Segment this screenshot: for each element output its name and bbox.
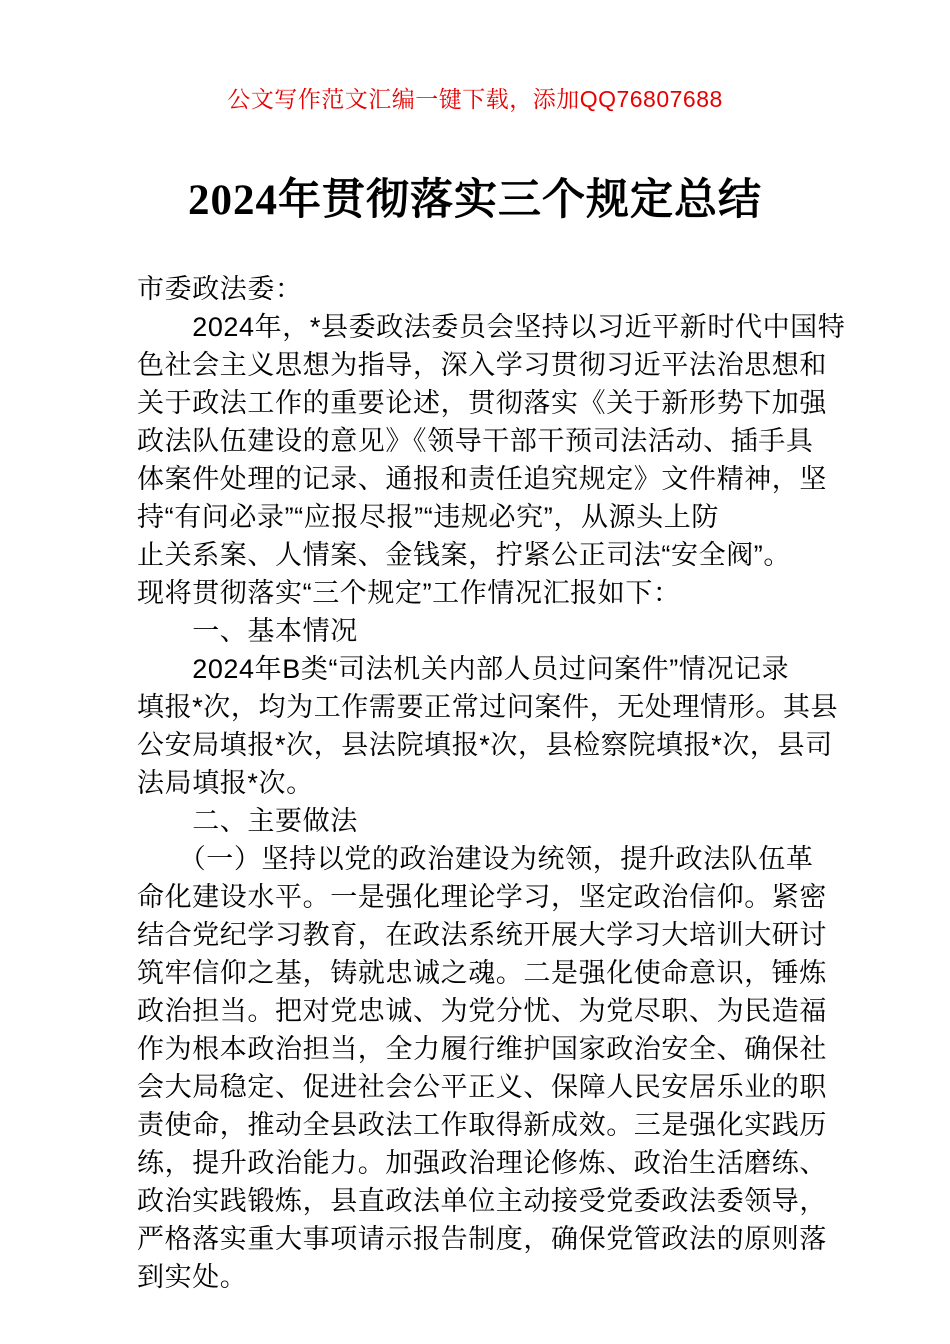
body-line: 命化建设水平。一是强化理论学习，坚定政治信仰。紧密 xyxy=(137,882,827,912)
section-heading-1: 一、基本情况 xyxy=(137,616,358,646)
body-line: 政治担当。把对党忠诚、为党分忧、为党尽职、为民造福 xyxy=(137,996,827,1026)
body-line: 政治实践锻炼，县直政法单位主动接受党委政法委领导， xyxy=(137,1186,827,1216)
body-line: 政法队伍建设的意见》《领导干部干预司法活动、插手具 xyxy=(137,426,814,456)
ad-notice-text: 公文写作范文汇编一键下载，添加QQ76807688 xyxy=(227,86,723,112)
body-line: 会大局稳定、促进社会公平正义、保障人民安居乐业的职 xyxy=(137,1072,827,1102)
body-line: 体案件处理的记录、通报和责任追究规定》文件精神，坚 xyxy=(137,464,827,494)
body-line: （一）坚持以党的政治建设为统领，提升政法队伍革 xyxy=(137,844,814,874)
body-line: 关于政法工作的重要论述，贯彻落实《关于新形势下加强 xyxy=(137,388,827,418)
body-line: 作为根本政治担当，全力履行维护国家政治安全、确保社 xyxy=(137,1034,827,1064)
body-line: 到实处。 xyxy=(137,1262,248,1292)
body-line: 筑牢信仰之基，铸就忠诚之魂。二是强化使命意识，锤炼 xyxy=(137,958,827,988)
document-body xyxy=(137,270,846,1296)
body-line: 现将贯彻落实“三个规定”工作情况汇报如下： xyxy=(137,578,681,608)
salutation-line: 市委政法委： xyxy=(137,274,303,304)
body-line: 责使命，推动全县政法工作取得新成效。三是强化实践历 xyxy=(137,1110,827,1140)
body-line: 填报*次，均为工作需要正常过问案件，无处理情形。其县 xyxy=(137,692,839,722)
body-line: 2024年B类“司法机关内部人员过问案件”情况记录 xyxy=(137,654,790,684)
body-line: 结合党纪学习教育，在政法系统开展大学习大培训大研讨 xyxy=(137,920,827,950)
body-line: 练，提升政治能力。加强政治理论修炼、政治生活磨练、 xyxy=(137,1148,827,1178)
body-line: 持“有问必录”“应报尽报”“违规必究”，从源头上防 xyxy=(137,502,719,532)
body-line: 公安局填报*次，县法院填报*次，县检察院填报*次，县司 xyxy=(137,730,833,760)
body-line: 2024年，*县委政法委员会坚持以习近平新时代中国特 xyxy=(137,312,846,342)
body-line: 色社会主义思想为指导，深入学习贯彻习近平法治思想和 xyxy=(137,350,827,380)
section-heading-2: 二、主要做法 xyxy=(137,806,358,836)
body-line: 严格落实重大事项请示报告制度，确保党管政法的原则落 xyxy=(137,1224,827,1254)
body-line: 法局填报*次。 xyxy=(137,768,314,798)
document-title: 2024年贯彻落实三个规定总结 xyxy=(188,177,762,224)
body-line: 止关系案、人情案、金钱案，拧紧公正司法“安全阀”。 xyxy=(137,540,791,570)
